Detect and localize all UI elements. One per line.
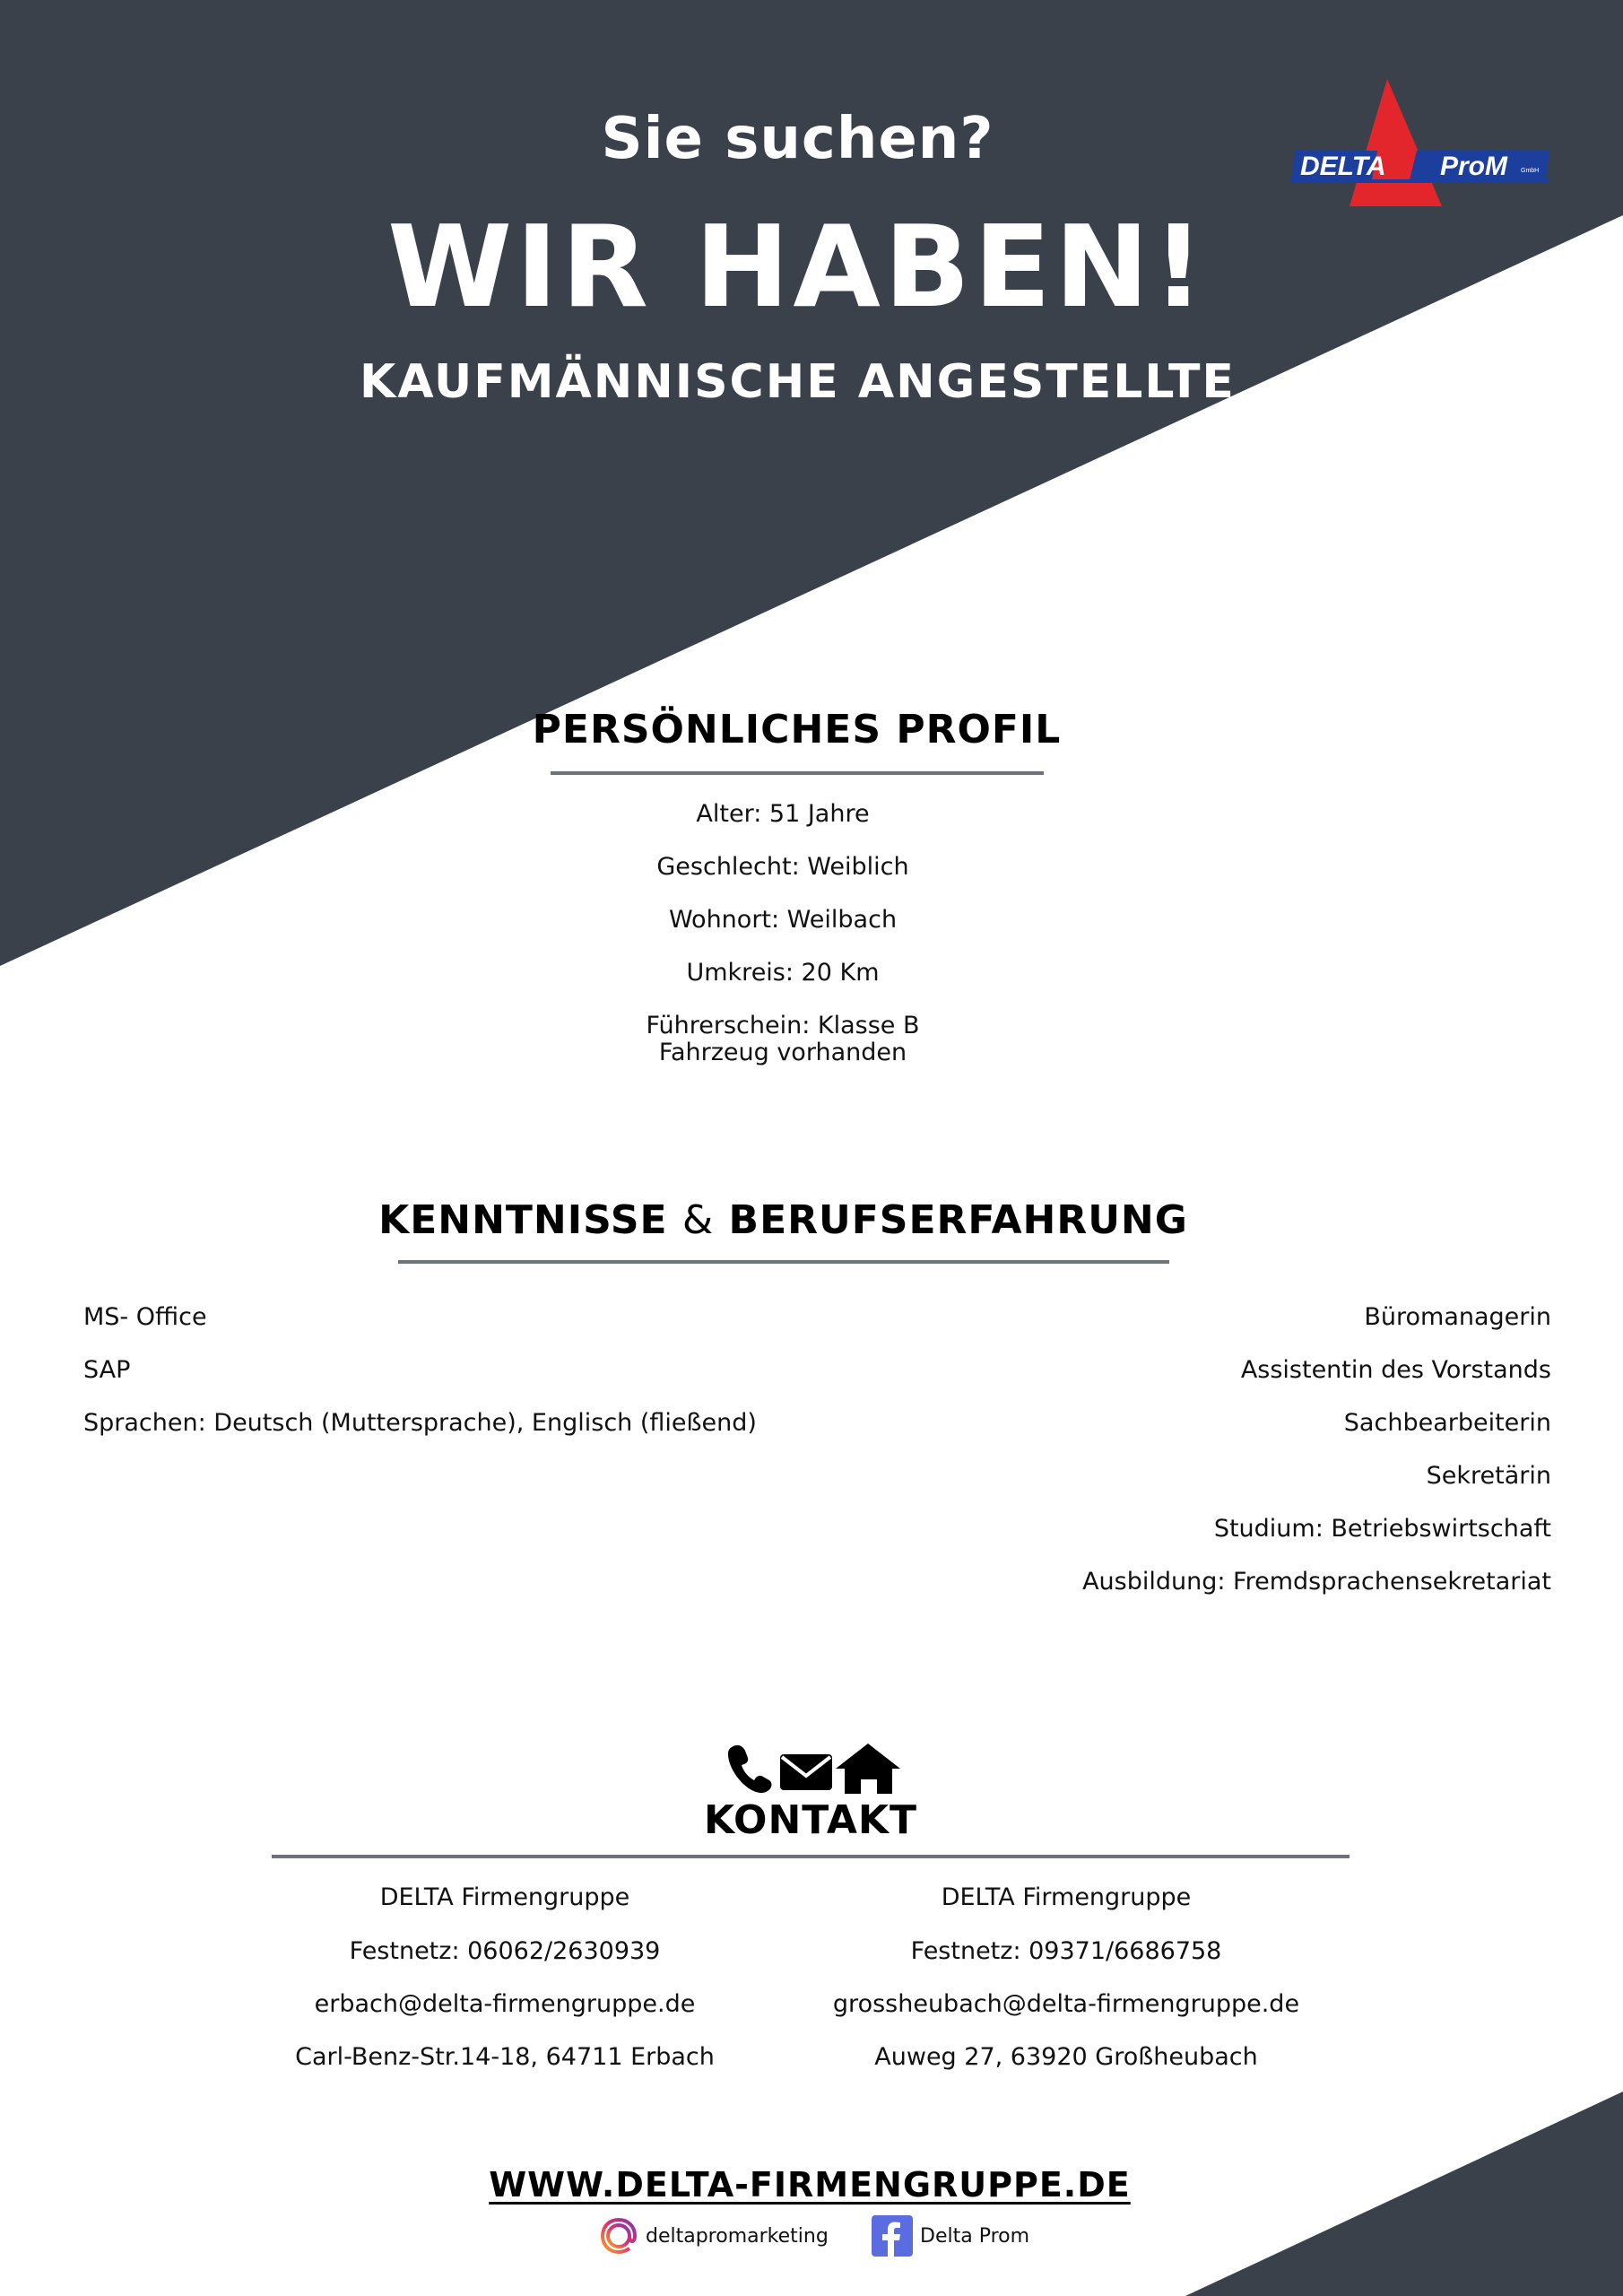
contact-section-title: KONTAKT [703,1797,918,1843]
skills-title-part2: BERUFSERFAHRUNG [728,1197,1188,1243]
profile-vehicle: Fahrzeug vorhanden [658,1039,907,1066]
mail-icon [780,1754,832,1790]
experience-item: Büromanagerin [1364,1303,1551,1331]
contact-right-company: DELTA Firmengruppe [941,1883,1192,1911]
instagram-icon [599,2216,638,2256]
instagram-link[interactable] [599,2213,829,2258]
skills-section-title [0,1197,1567,1243]
experience-item: Ausbildung: Fremdsprachensekretariat [1082,1568,1551,1596]
facebook-icon [872,2215,913,2257]
logo-text-gmbh: GmbH [1521,168,1540,174]
experience-item: Assistentin des Vorstands [1240,1356,1551,1384]
contact-left-address: Carl-Benz-Str.14-18, 64711 Erbach [295,2043,715,2071]
skill-item: SAP [83,1356,131,1384]
logo-text-delta: DELTA [1300,152,1386,181]
skill-item: Sprachen: Deutsch (Muttersprache), Englisch (fließend) [83,1409,757,1437]
contact-right-email[interactable]: grossheubach@delta-firmengruppe.de [832,1990,1300,2018]
skills-title-amp: & [681,1197,715,1243]
experience-item: Sachbearbeiterin [1343,1409,1551,1437]
profile-age: Alter: 51 Jahre [696,800,870,828]
experience-item: Sekretärin [1426,1462,1551,1490]
skills-title-part1: KENNTNISSE [378,1197,668,1243]
hero-question: Sie suchen? [601,106,994,172]
facebook-name: Delta Prom [920,2224,1030,2248]
experience-item: Studium: Betriebswirtschaft [1213,1515,1551,1543]
profile-residence: Wohnort: Weilbach [668,906,898,934]
facebook-link[interactable] [872,2213,1029,2258]
skill-item: MS- Office [83,1303,207,1331]
contact-icons [726,1742,906,1796]
phone-icon [728,1745,771,1793]
skills-divider [398,1260,1169,1264]
profile-section-title: PERSÖNLICHES PROFIL [532,707,1062,752]
contact-left-company: DELTA Firmengruppe [379,1883,630,1911]
contact-left-phone[interactable]: Festnetz: 06062/2630939 [349,1937,661,1965]
hero-headline: WIR HABEN! [387,201,1208,333]
profile-license: Führerschein: Klasse B [646,1012,920,1039]
contact-divider [272,1855,1350,1858]
profile-radius: Umkreis: 20 Km [686,959,880,987]
instagram-handle: deltapromarketing [646,2224,829,2248]
website-link[interactable]: WWW.DELTA-FIRMENGRUPPE.DE [489,2165,1131,2205]
profile-gender: Geschlecht: Weiblich [656,853,909,881]
contact-left-email[interactable]: erbach@delta-firmengruppe.de [314,1990,696,2018]
logo-text-prom: ProM [1440,152,1507,181]
contact-right-phone[interactable]: Festnetz: 09371/6686758 [910,1937,1222,1965]
home-icon [836,1744,900,1794]
profile-divider [551,771,1044,775]
hero-subtitle: KAUFMÄNNISCHE ANGESTELLTE [360,355,1236,409]
contact-right-address: Auweg 27, 63920 Großheubach [874,2043,1258,2071]
